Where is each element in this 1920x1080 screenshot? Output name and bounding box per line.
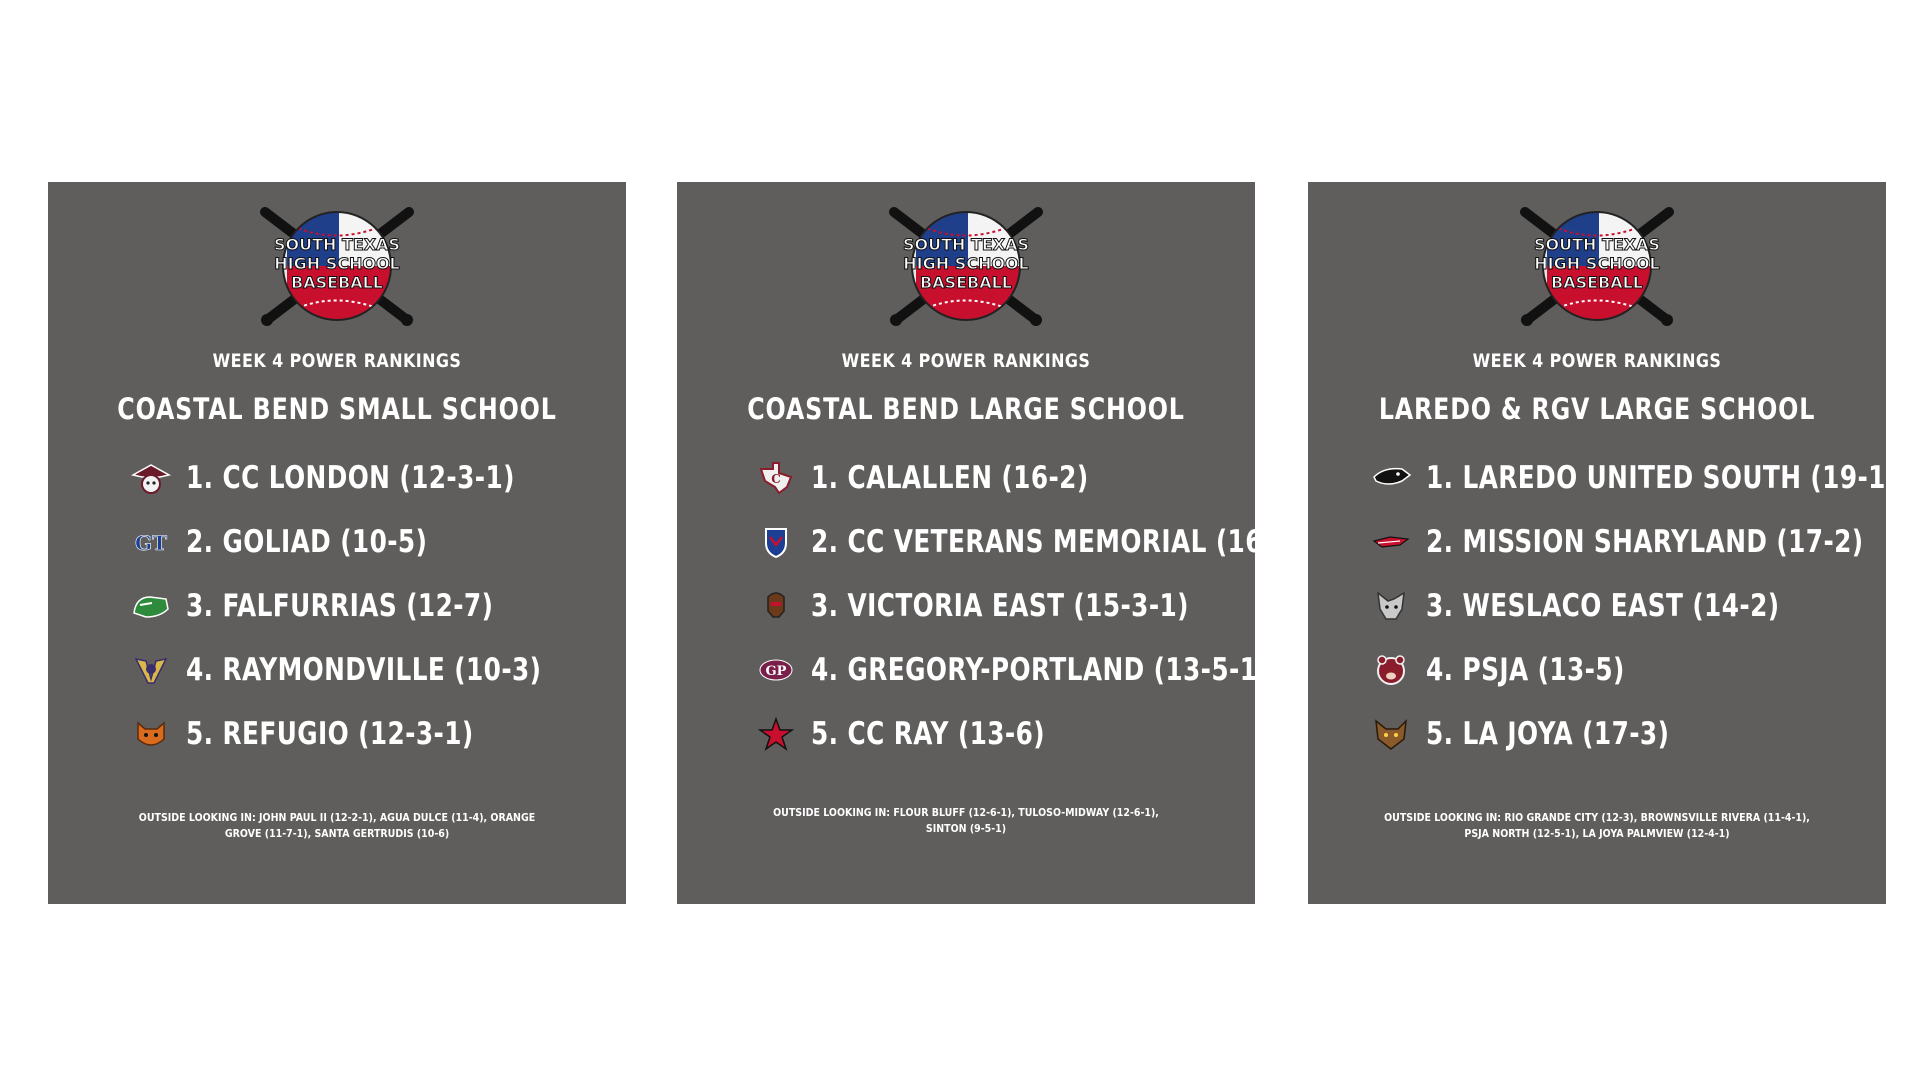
logo-text-line3: BASEBALL bbox=[1551, 273, 1643, 292]
south-texas-baseball-logo bbox=[257, 206, 417, 326]
jersey-bull-icon bbox=[130, 585, 172, 627]
rank-row bbox=[755, 510, 1303, 574]
team-rank-label: 5. CC RAY (13-6) bbox=[811, 716, 1045, 752]
logo-text-line1: SOUTH TEXAS bbox=[273, 235, 401, 254]
outside-looking-in: OUTSIDE LOOKING IN: RIO GRANDE CITY (12-3), BROWNSVILLE RIVERA (11-4-1), PSJA NORTH (12-5-1), LA JOYA PALMVIEW (12-4-1) bbox=[1384, 811, 1810, 840]
logo-text-line2: HIGH SCHOOL bbox=[274, 254, 400, 273]
bearkat-icon bbox=[130, 649, 172, 691]
team-rank-label: 5. LA JOYA (17-3) bbox=[1426, 716, 1670, 752]
wolf-icon bbox=[1370, 585, 1412, 627]
logo-text-line3: BASEBALL bbox=[291, 273, 383, 292]
week-heading: WEEK 4 POWER RANKINGS bbox=[212, 350, 462, 372]
rank-row bbox=[1370, 702, 1876, 766]
logo-text-line2: HIGH SCHOOL bbox=[1534, 254, 1660, 273]
rank-row bbox=[130, 638, 616, 702]
rank-row bbox=[130, 510, 616, 574]
team-rank-label: 2. CC VETERANS MEMORIAL (16-3) bbox=[811, 524, 1303, 560]
rank-list bbox=[1370, 446, 1898, 766]
rank-row bbox=[755, 574, 1245, 638]
eagle-shield-icon bbox=[755, 521, 797, 563]
logo-text-line3: BASEBALL bbox=[920, 273, 1012, 292]
week-heading: WEEK 4 POWER RANKINGS bbox=[1472, 350, 1722, 372]
rank-list bbox=[130, 446, 616, 766]
rank-row bbox=[755, 446, 1245, 510]
team-rank-label: 2. GOLIAD (10-5) bbox=[186, 524, 428, 560]
team-rank-label: 4. GREGORY-PORTLAND (13-5-1) bbox=[811, 652, 1270, 688]
bear-icon bbox=[1370, 649, 1412, 691]
bobcat-icon bbox=[130, 713, 172, 755]
rank-list bbox=[755, 446, 1303, 766]
rankings-card-coastal-large bbox=[677, 182, 1303, 904]
south-texas-baseball-logo bbox=[1517, 206, 1677, 326]
svg-text:C: C bbox=[771, 472, 781, 486]
logo-text-line1: SOUTH TEXAS bbox=[902, 235, 1030, 254]
team-rank-label: 1. LAREDO UNITED SOUTH (19-1) bbox=[1426, 460, 1898, 496]
gt-letters-icon bbox=[130, 521, 172, 563]
rank-row bbox=[755, 702, 1245, 766]
svg-text:GT: GT bbox=[135, 531, 167, 555]
rankings-card-laredo-rgv-large bbox=[1308, 182, 1898, 904]
rank-row bbox=[1370, 574, 1876, 638]
logo-text-line1: SOUTH TEXAS bbox=[1533, 235, 1661, 254]
rank-row bbox=[130, 574, 616, 638]
svg-text:GP: GP bbox=[765, 664, 787, 679]
titan-icon bbox=[755, 585, 797, 627]
team-rank-label: 1. CC LONDON (12-3-1) bbox=[186, 460, 515, 496]
south-texas-baseball-logo bbox=[886, 206, 1046, 326]
texas-c-icon bbox=[755, 457, 797, 499]
rank-row bbox=[1370, 510, 1876, 574]
rank-row bbox=[755, 638, 1270, 702]
logo-text-line2: HIGH SCHOOL bbox=[903, 254, 1029, 273]
rankings-card-coastal-small bbox=[48, 182, 626, 904]
gp-letters-icon bbox=[755, 649, 797, 691]
team-rank-label: 1. CALALLEN (16-2) bbox=[811, 460, 1089, 496]
team-rank-label: 4. RAYMONDVILLE (10-3) bbox=[186, 652, 542, 688]
team-rank-label: 3. WESLACO EAST (14-2) bbox=[1426, 588, 1780, 624]
division-title: COASTAL BEND SMALL SCHOOL bbox=[117, 392, 557, 426]
division-title: LAREDO & RGV LARGE SCHOOL bbox=[1378, 392, 1816, 426]
star-icon bbox=[755, 713, 797, 755]
rank-row bbox=[1370, 446, 1898, 510]
outside-looking-in: OUTSIDE LOOKING IN: JOHN PAUL II (12-2-1), AGUA DULCE (11-4), ORANGE GROVE (11-7-1), SANTA GERTRUDIS (10-6) bbox=[138, 811, 536, 840]
team-rank-label: 3. FALFURRIAS (12-7) bbox=[186, 588, 494, 624]
team-rank-label: 5. REFUGIO (12-3-1) bbox=[186, 716, 474, 752]
rattler-icon bbox=[1370, 521, 1412, 563]
coyote-icon bbox=[1370, 713, 1412, 755]
team-rank-label: 3. VICTORIA EAST (15-3-1) bbox=[811, 588, 1189, 624]
team-rank-label: 2. MISSION SHARYLAND (17-2) bbox=[1426, 524, 1864, 560]
pirate-icon bbox=[130, 457, 172, 499]
outside-looking-in: OUTSIDE LOOKING IN: FLOUR BLUFF (12-6-1), TULOSO-MIDWAY (12-6-1), SINTON (9-5-1) bbox=[773, 806, 1159, 835]
rank-row bbox=[130, 702, 616, 766]
rank-row bbox=[1370, 638, 1876, 702]
panther-icon bbox=[1370, 457, 1412, 499]
week-heading: WEEK 4 POWER RANKINGS bbox=[841, 350, 1091, 372]
rank-row bbox=[130, 446, 616, 510]
team-rank-label: 4. PSJA (13-5) bbox=[1426, 652, 1625, 688]
division-title: COASTAL BEND LARGE SCHOOL bbox=[747, 392, 1185, 426]
